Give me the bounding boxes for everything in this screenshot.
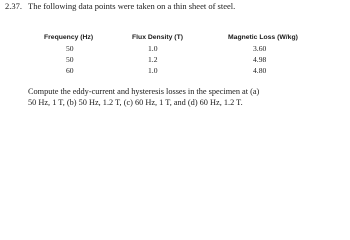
cell-flux-density: 1.0 [148, 44, 158, 53]
cell-magnetic-loss: 4.80 [253, 66, 267, 75]
table-row [0, 66, 350, 76]
header-frequency: Frequency (Hz) [44, 34, 94, 41]
question-line-1: Compute the eddy-current and hysteresis losses in the specimen at (a) [28, 87, 260, 96]
cell-frequency: 60 [66, 66, 74, 75]
table-row [0, 44, 350, 54]
cell-magnetic-loss: 4.98 [253, 55, 267, 64]
question-line-2: 50 Hz, 1 T, (b) 50 Hz, 1.2 T, (c) 60 Hz, 1 T, and (d) 60 Hz, 1.2 T. [28, 98, 243, 107]
cell-flux-density: 1.0 [148, 66, 158, 75]
cell-frequency: 50 [66, 55, 74, 64]
cell-flux-density: 1.2 [148, 55, 158, 64]
problem-number: 2.37. [5, 1, 22, 11]
header-flux-density: Flux Density (T) [132, 34, 183, 41]
cell-frequency: 50 [66, 44, 74, 53]
cell-magnetic-loss: 3.60 [253, 44, 267, 53]
table-row [0, 55, 350, 65]
problem-statement [5, 1, 235, 11]
question-text [28, 86, 259, 108]
header-magnetic-loss: Magnetic Loss (W/kg) [228, 34, 298, 41]
problem-text: The following data points were taken on a thin sheet of steel. [28, 1, 236, 11]
